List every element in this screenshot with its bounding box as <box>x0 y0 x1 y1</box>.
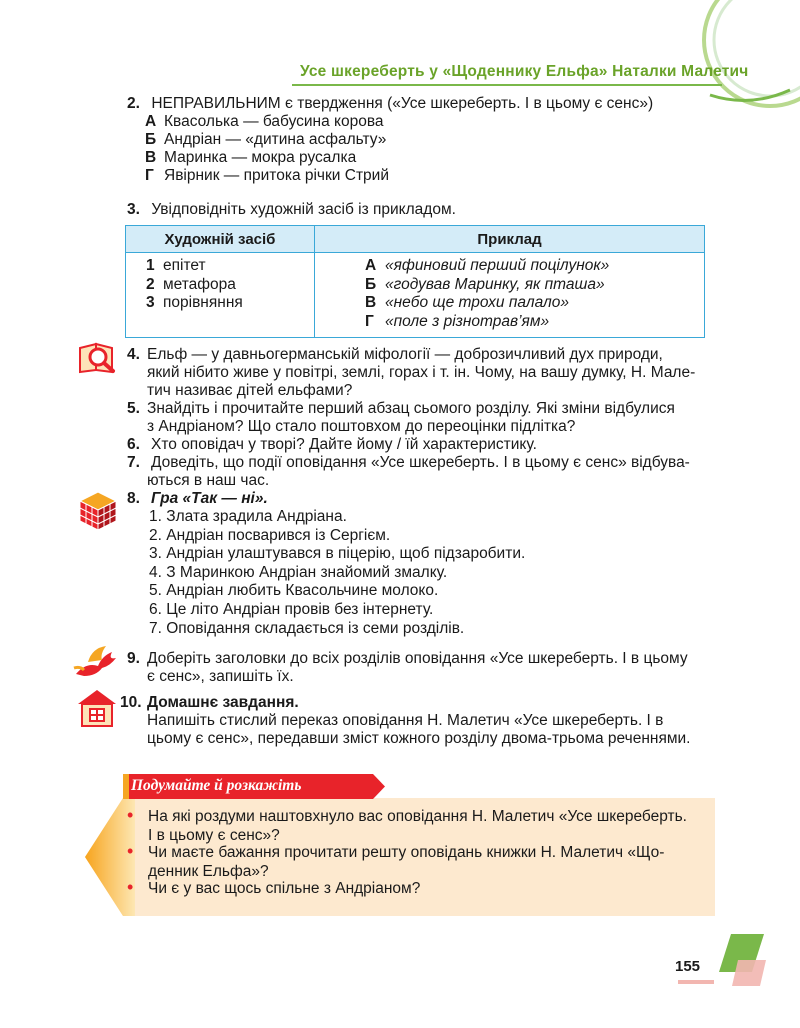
list-item: 7. Оповідання складається із семи розділів. <box>149 619 465 637</box>
chapter-header-title: Усе шкереберть у «Щоденнику Ельфа» Наталки Малетич <box>300 63 749 80</box>
discussion-item: Чи є у вас щось спільне з Андріаном? <box>148 880 421 897</box>
devices-cell <box>126 253 315 338</box>
list-item: 6. Це літо Андріан провів без інтернету. <box>149 600 434 618</box>
list-item: 3. Андріан улаштувався в піцерію, щоб підзаробити. <box>149 545 526 563</box>
question-7: 7. Доведіть, що події оповідання «Усе шкереберть. І в цьому є сенс» відбува- <box>127 454 690 471</box>
question-8: 8. Гра «Так — ні». <box>127 490 268 507</box>
answer-option: Б Андріан — «дитина асфальту» <box>145 131 387 148</box>
question-5-line: з Андріаном? Що стало поштовхом до переоцінки підлітка? <box>147 418 576 435</box>
game-title: Гра «Так — ні». <box>151 490 268 507</box>
device-item: 2 метафора <box>146 275 236 293</box>
bullet-icon: • <box>127 841 134 861</box>
bullet-icon: • <box>127 805 134 825</box>
winged-horse-icon <box>72 644 122 680</box>
discussion-item: Чи маєте бажання прочитати решту оповідань книжки Н. Малетич «Що- денник Ельфа»? <box>148 844 665 880</box>
bullet-icon: • <box>127 877 134 897</box>
question-6: 6. Хто оповідач у творі? Дайте йому / їй характеристику. <box>127 436 537 453</box>
magnifier-book-icon <box>78 340 120 374</box>
device-item: 1 епітет <box>146 257 206 274</box>
example-item: В «небо ще трохи палало» <box>365 294 569 311</box>
header-divider <box>292 84 722 86</box>
example-item: Г «поле з різнотрав’ям» <box>365 312 550 330</box>
homework-title: Домашнє завдання. <box>147 694 299 711</box>
question-text: Увідповідніть художній засіб із прикладом. <box>151 201 456 218</box>
header-arc-decoration <box>640 0 800 110</box>
question-3: 3. Увідповідніть художній засіб із прикладом. <box>127 201 456 218</box>
answer-option: Г Явірник — притока річки Стрий <box>145 167 389 184</box>
question-number: 2. <box>127 95 140 112</box>
list-item: 5. Андріан любить Квасольчине молоко. <box>149 582 439 600</box>
list-item: 1. Злата зрадила Андріана. <box>149 508 347 525</box>
example-item: А «яфиновий перший поцілунок» <box>365 257 610 274</box>
answer-option: В Маринка — мокра русалка <box>145 149 357 166</box>
list-item: 4. З Маринкою Андріан знайомий змалку. <box>149 563 448 581</box>
examples-cell <box>315 253 705 338</box>
game-statement-list <box>149 508 525 638</box>
page-number: 155 <box>675 958 701 975</box>
question-4: 4. Ельф — у давньогерманській міфології — доброзичливий дух природи, <box>127 346 663 363</box>
table-header-example: Приклад <box>315 226 705 253</box>
question-4-line: який нібито живе у повітрі, землі, горах і т. ін. Чому, на вашу думку, Н. Мале- <box>147 364 696 381</box>
discussion-item: На які роздуми наштовхнуло вас оповідання Н. Малетич «Усе шкереберть. І в цьому є сенс»? <box>148 808 687 844</box>
question-9-line: є сенс», запишіть їх. <box>147 668 294 685</box>
house-icon <box>76 688 118 728</box>
question-9: 9. Доберіть заголовки до всіх розділів оповідання «Усе шкереберть. І в цьому <box>127 650 688 667</box>
discussion-banner-text: Подумайте й розкажіть <box>131 777 302 794</box>
homework-line: Напишіть стислий переказ оповідання Н. Малетич «Усе шкереберть. І в <box>147 712 664 729</box>
rubik-cube-icon <box>78 490 118 532</box>
table-header-device: Художній засіб <box>126 226 315 253</box>
question-10: 10. Домашнє завдання. <box>120 694 299 711</box>
answer-option: А Квасолька — бабусина корова <box>145 113 384 130</box>
question-text: НЕПРАВИЛЬНИМ є твердження («Усе шкереберть. І в цьому є сенс») <box>151 95 654 112</box>
question-7-line: ються в наш час. <box>147 472 270 489</box>
matching-table <box>125 225 705 338</box>
device-item: 3 порівняння <box>146 294 243 311</box>
question-2 <box>127 95 653 114</box>
list-item: 2. Андріан посварився із Сергієм. <box>149 526 391 544</box>
question-4-line: тич називає дітей ельфами? <box>147 382 353 399</box>
homework-line: цьому є сенс», передавши зміст кожного розділу двома-трьома реченнями. <box>147 730 691 747</box>
question-5: 5. Знайдіть і прочитайте перший абзац сьомого розділу. Які зміни відбулися <box>127 400 675 417</box>
example-item: Б «годував Маринку, як пташа» <box>365 275 605 293</box>
